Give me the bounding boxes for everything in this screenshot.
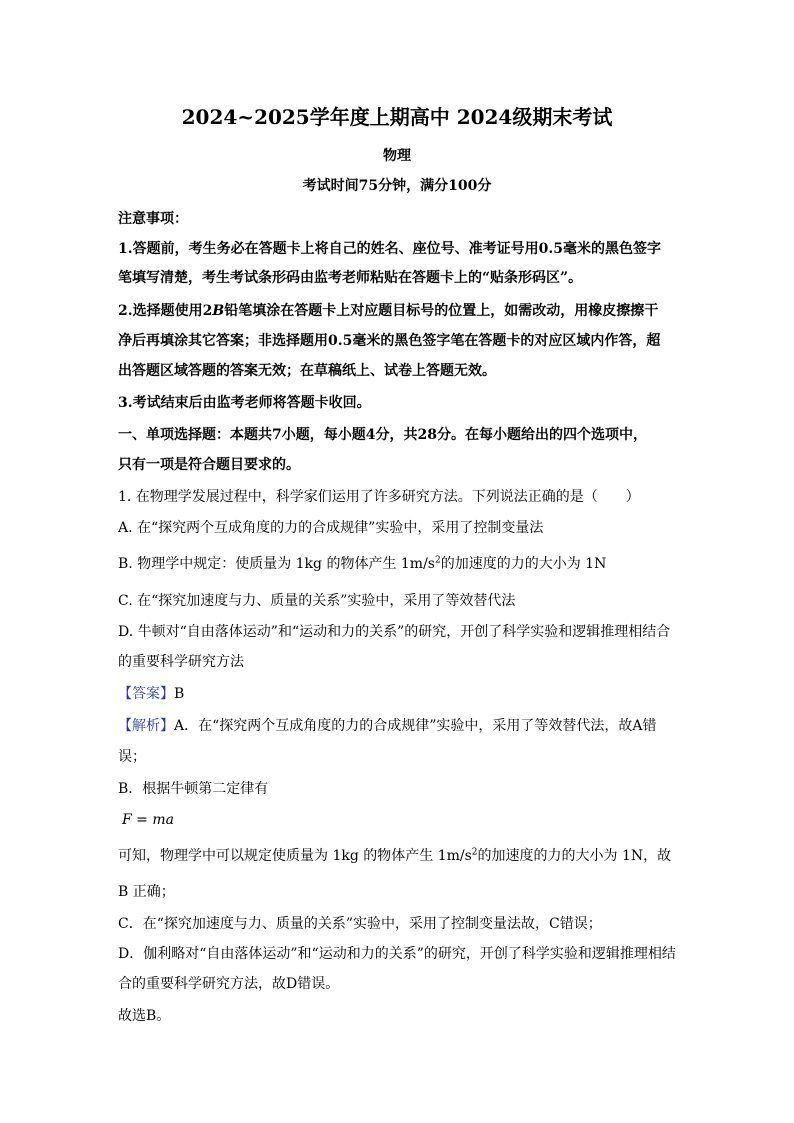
analysis-d-line-1: D．伽利略对“自由落体运动”和“运动和力的关系”的研究，开创了科学实验和逻辑推理相结 [118, 946, 676, 962]
option-d-line-1: D. 牛顿对“自由落体运动”和“运动和力的关系”的研究，开创了科学实验和逻辑推理相结合 [118, 624, 671, 640]
option-c: C. 在“探究加速度与力、质量的关系”实验中，采用了等效替代法 [118, 593, 516, 609]
conclusion: 故选B。 [118, 1008, 171, 1024]
note-2-line-3: 出答题区域答题的答案无效；在草稿纸上、试卷上答题无效。 [118, 363, 496, 379]
note-2-pre: 2.选择题使用2 [118, 303, 213, 319]
analysis-a-text: A．在“探究两个互成角度的力的合成规律”实验中，采用了等效替代法，故A错 [174, 718, 657, 734]
option-d-line-2: 的重要科学研究方法 [118, 654, 244, 670]
analysis-b-post: 的加速度的力的大小为 1N，故 [477, 848, 672, 864]
analysis-b-line-2 [118, 846, 676, 866]
exam-time: 考试时间75分钟，满分100分 [302, 178, 492, 194]
note-1-line-2: 笔填写清楚，考生考试条形码由监考老师粘贴在答题卡上的“贴条形码区”。 [118, 270, 583, 286]
question-stem: 1. 在物理学发展过程中，科学家们运用了许多研究方法。下列说法正确的是（ ） [118, 489, 640, 505]
option-b-exponent: 2 [434, 555, 441, 566]
note-2-line-2: 净后再填涂其它答案；非选择题用0.5毫米的黑色签字笔在答题卡的对应区域内作答，超 [118, 333, 661, 349]
analysis-label: 【解析】 [118, 718, 174, 734]
analysis-c-line: C．在“探究加速度与力、质量的关系”实验中，采用了控制变量法故，C错误； [118, 916, 602, 932]
analysis-b-exponent: 2 [471, 847, 478, 858]
note-3: 3.考试结束后由监考老师将答题卡收回。 [118, 395, 371, 411]
answer-value: B [174, 686, 185, 702]
option-b-pre: B. 物理学中规定：使质量为 1kg 的物体产生 1m/s [118, 556, 435, 572]
option-b [118, 554, 676, 574]
analysis-a-line-1 [118, 716, 676, 736]
notes-heading: 注意事项： [118, 211, 188, 227]
section-heading-line-2: 只有一项是符合题目要求的。 [118, 457, 300, 473]
option-b-post: 的加速度的力的大小为 1N [440, 556, 607, 572]
analysis-d-line-2: 合的重要科学研究方法，故D错误。 [118, 976, 340, 992]
note-2-pencil-grade: B [212, 303, 225, 319]
section-heading-line-1: 一、单项选择题：本题共7小题，每小题4分，共28分。在每小题给出的四个选项中， [118, 427, 647, 443]
analysis-b-pre: 可知，物理学中可以规定使质量为 1kg 的物体产生 1m/s [118, 848, 472, 864]
exam-title: 2024~2025学年度上期高中 2024级期末考试 [181, 105, 613, 129]
analysis-b-line-3: B 正确； [118, 884, 175, 900]
note-2-line-1 [118, 301, 676, 321]
note-2-post: 铅笔填涂在答题卡上对应题目标号的位置上，如需改动，用橡皮擦擦干 [224, 303, 659, 319]
analysis-a-line-2: 误； [118, 749, 146, 765]
analysis-b-line-1: B．根据牛顿第二定律有 [118, 781, 269, 797]
subject-label: 物理 [383, 148, 411, 164]
newton-formula: F = ma [122, 812, 174, 828]
note-1-line-1: 1.答题前，考生务必在答题卡上将自己的姓名、座位号、准考证号用0.5毫米的黑色签字 [118, 241, 661, 257]
option-a: A. 在“探究两个互成角度的力的合成规律”实验中，采用了控制变量法 [118, 520, 544, 536]
answer-line [118, 684, 676, 704]
answer-label: 【答案】 [118, 686, 174, 702]
